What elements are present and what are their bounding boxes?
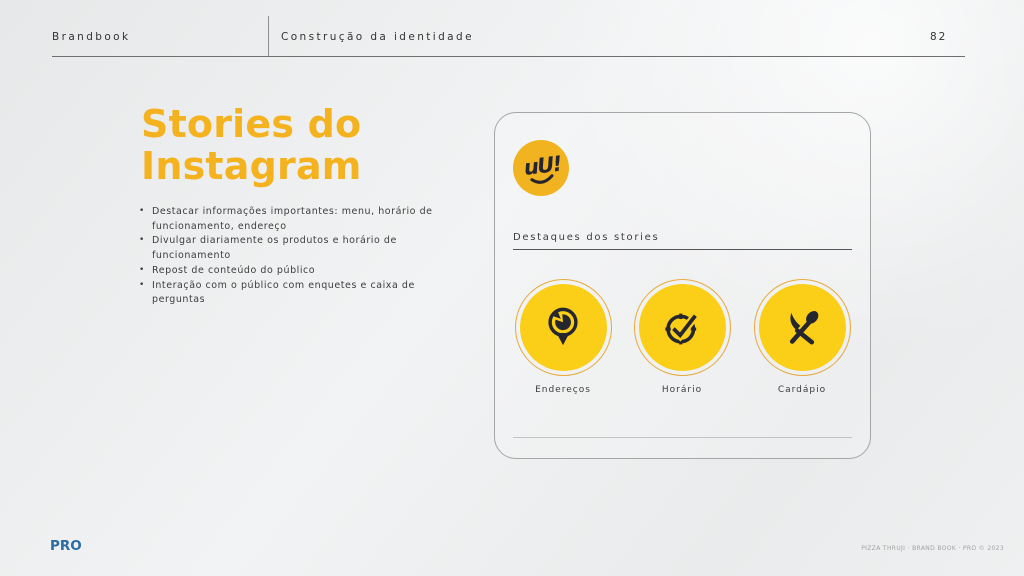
svg-text:uU!: uU!	[522, 151, 563, 180]
card-section-title: Destaques dos stories	[513, 232, 660, 243]
highlight-label: Endereços	[535, 385, 591, 395]
pin-pie-chart-icon	[538, 302, 588, 354]
highlight-horario	[632, 279, 732, 395]
highlight-cardapio	[752, 279, 852, 395]
highlight-enderecos	[513, 279, 613, 395]
header-brandbook-label: Brandbook	[52, 31, 131, 43]
header-divider	[268, 16, 269, 56]
highlight-ring	[515, 279, 612, 376]
card-section-rule	[513, 249, 852, 250]
slide-title-line1: Stories do	[141, 102, 362, 146]
brand-logo-icon	[513, 140, 569, 196]
slide-title	[141, 104, 362, 188]
bullet-item: • Interação com o público com enquetes e caixa de perguntas	[139, 279, 439, 308]
highlight-disc	[639, 284, 726, 371]
bullet-list	[139, 205, 439, 308]
pro-logo: PRO	[50, 538, 82, 554]
header-section-label: Construção da identidade	[281, 31, 474, 43]
header-rule	[52, 56, 965, 57]
clock-check-icon	[657, 303, 707, 353]
footer-credit: PIZZA THRUJI · BRAND BOOK · PRO © 2023	[861, 545, 1004, 552]
bullet-item: • Repost de conteúdo do público	[139, 264, 439, 279]
highlight-ring	[634, 279, 731, 376]
highlight-label: Cardápio	[777, 385, 827, 395]
highlight-ring	[754, 279, 851, 376]
highlight-label: Horário	[661, 385, 703, 395]
card-bottom-rule	[513, 437, 852, 438]
bullet-item: • Divulgar diariamente os produtos e horário de funcionamento	[139, 234, 439, 263]
highlight-disc	[520, 284, 607, 371]
cutlery-icon	[777, 303, 827, 353]
highlight-disc	[759, 284, 846, 371]
slide-title-line2: Instagram	[141, 143, 362, 188]
bullet-item: • Destacar informações importantes: menu, horário de funcionamento, endereço	[139, 205, 439, 234]
stories-mockup-card	[494, 112, 871, 459]
page-number: 82	[930, 31, 948, 43]
